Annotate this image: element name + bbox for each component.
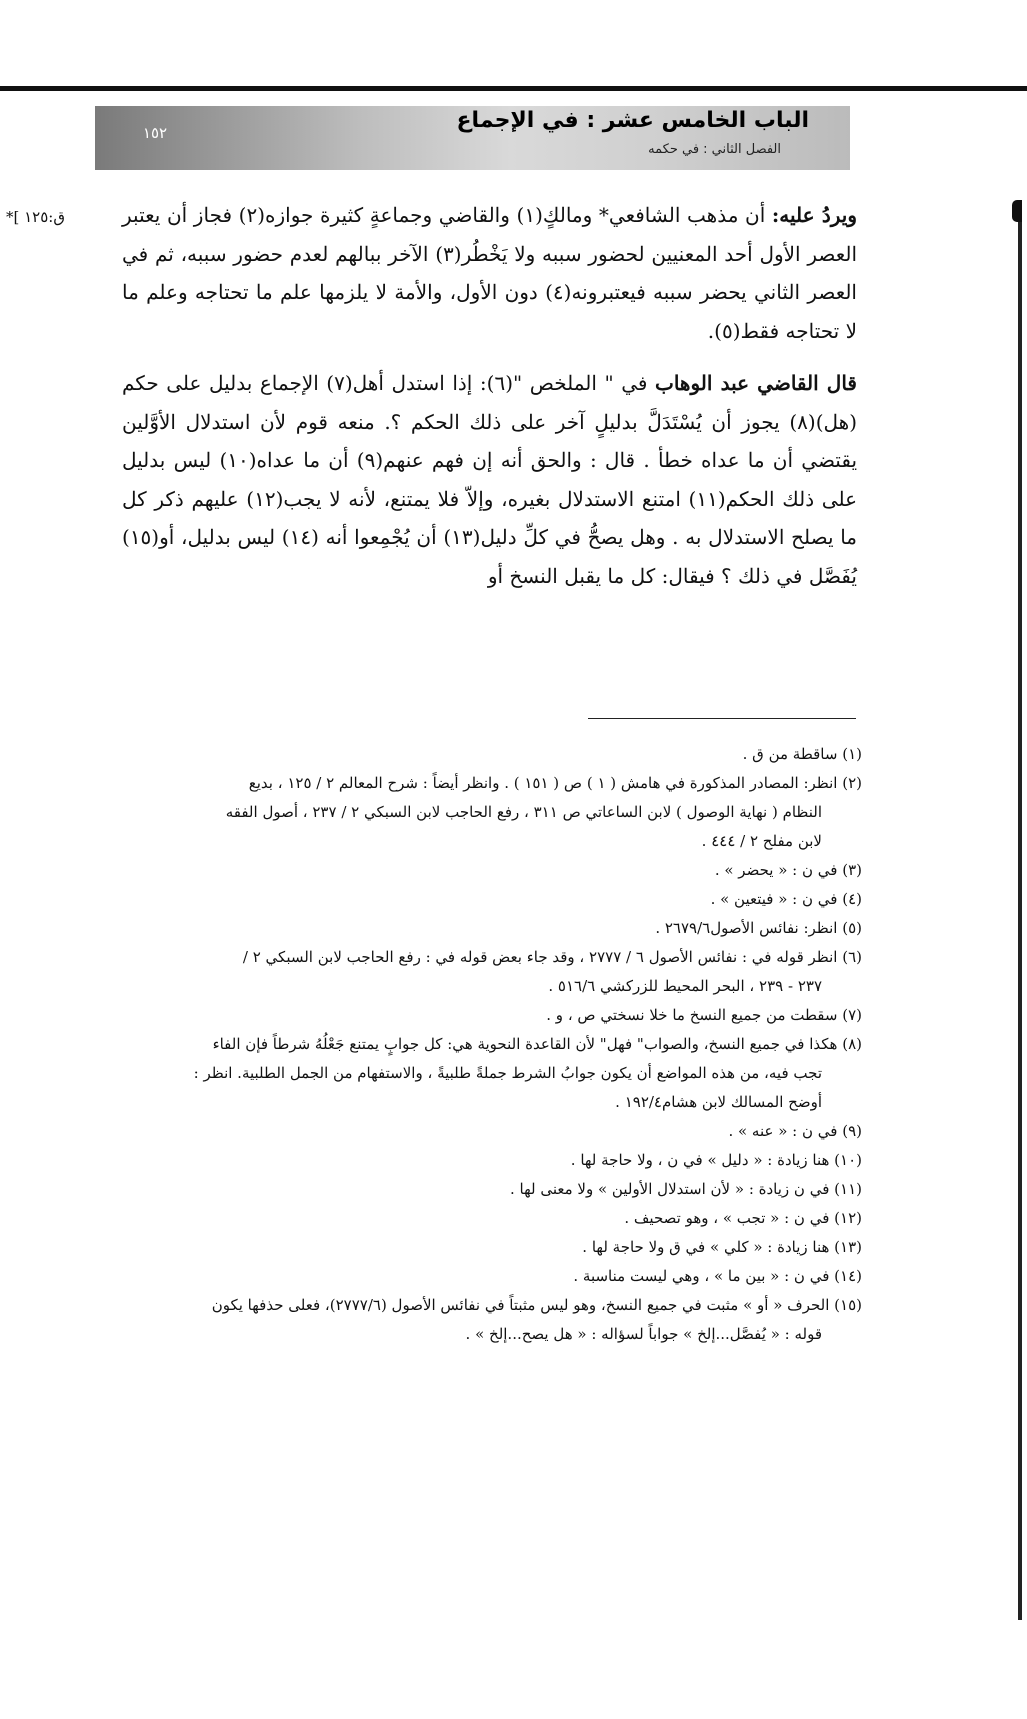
footnote-7: (٧) سقطت من جميع النسخ ما خلا نسختي ص ، و .: [546, 1006, 862, 1024]
footnote-14: (١٤) في ن : « بين ما » ، وهي ليست مناسبة .: [573, 1267, 862, 1285]
footnote-separator: [588, 718, 856, 719]
body-paragraph-1: [122, 196, 857, 350]
main-body-text: [122, 196, 857, 609]
footnote-10: (١٠) هنا زيادة : « دليل » في ن ، ولا حاجة لها .: [570, 1151, 862, 1169]
footnote-6: (٦) انظر قوله في : نفائس الأصول ٦ / ٢٧٧٧ ، وقد جاء بعض قوله في : رفع الحاجب لابن السبكي ٢ /: [242, 948, 862, 966]
footnote-15: (١٥) الحرف « أو » مثبت في جميع النسخ، وهو ليس مثبتاً في نفائس الأصول (٢٧٧٧/٦)، فعلى حذفها يكون: [211, 1296, 862, 1314]
chapter-title: الباب الخامس عشر : في الإجماع: [456, 108, 809, 133]
margin-manuscript-reference: *[ ق:١٢٥: [6, 208, 65, 226]
footnote-9: (٩) في ن : « عنه » .: [728, 1122, 862, 1140]
footnote-11: (١١) في ن زيادة : « لأن استدلال الأولين » ولا معنى لها .: [509, 1180, 862, 1198]
footnote-1: (١) ساقطة من ق .: [742, 745, 862, 763]
paragraph-lead: قال القاضي عبد الوهاب: [654, 371, 857, 395]
footnote-4: (٤) في ن : « فيتعين » .: [710, 890, 862, 908]
page-edge-cap: [1012, 200, 1022, 222]
body-paragraph-2: [122, 364, 857, 595]
footnote-8-continued: تجب فيه، من هذه المواضع أن يكون جوابُ الشرط جملةً طلبيةً ، والاستفهام من الجمل الطلبية. انظر :: [193, 1064, 822, 1082]
footnote-15-continued: قوله : « يُفصَّل...إلخ » جواباً لسؤاله : « هل يصح...إلخ » .: [465, 1325, 822, 1343]
paragraph-text: أن مذهب الشافعي* ومالكٍ(١) والقاضي وجماعةٍ كثيرة جوازه(٢) فجاز أن يعتبر العصر الأول أحد المعنيين لحضور سببه ولا يَخْطُر(٣) الآخر ببالهم لعدم حضور سببه، ثم في العصر الثاني يحضر سببه فيعتبرونه(٤) دون الأول، والأمة لا يلزمها علم ما تحتاجه وعلم ما لا تحتاجه فقط(٥).: [122, 203, 857, 343]
section-subtitle: الفصل الثاني : في حكمه: [648, 142, 781, 157]
footnote-2-continued: لابن مفلح ٢ / ٤٤٤ .: [701, 832, 822, 850]
footnote-8: (٨) هكذا في جميع النسخ، والصواب" فهل" لأن القاعدة النحوية هي: كل جوابٍ يمتنع جَعْلُهُ شرطاً فإن الفاء: [212, 1035, 862, 1053]
footnote-12: (١٢) في ن : « تجب » ، وهو تصحيف .: [624, 1209, 862, 1227]
paragraph-text: في " الملخص "(٦): إذا استدل أهل(٧) الإجماع بدليل على حكم (هل)(٨) يجوز أن يُسْتَدَلَّ بدليلٍ آخر على ذلك الحكم ؟. منعه قوم لأن استدلال الأوَّلين يقتضي أن ما عداه خطأ . قال : والحق أنه إن فهم عنهم(٩) أن ما عداه(١٠) ليس بدليل على ذلك الحكم(١١) امتنع الاستدلال بغيره، وإلاّ فلا يمتنع، لأنه لا يجب(١٢) عليهم ذكر كل ما يصلح الاستدلال به . وهل يصحُّ في كلِّ دليل(١٣) أن يُجْمِعوا أنه (١٤) ليس بدليل، أو(١٥) يُفَصَّل في ذلك ؟ فيقال: كل ما يقبل النسخ أو: [122, 371, 858, 588]
footnote-2: (٢) انظر: المصادر المذكورة في هامش ( ١ ) ص ( ١٥١ ) . وانظر أيضاً : شرح المعالم ٢ / ١٢٥ ، بديع: [248, 774, 862, 792]
footnotes-section: [122, 740, 862, 1349]
footnote-13: (١٣) هنا زيادة : « كلي » في ق ولا حاجة لها .: [582, 1238, 862, 1256]
footnote-2-continued: النظام ( نهاية الوصول ) لابن الساعاتي ص ٣١١ ، رفع الحاجب لابن السبكي ٢ / ٢٣٧ ، أصول الفقه: [225, 803, 822, 821]
footnote-3: (٣) في ن : « يحضر » .: [714, 861, 862, 879]
page-number: ١٥٢: [142, 124, 168, 142]
footnote-6-continued: ٢٣٧ - ٢٣٩ ، البحر المحيط للزركشي ٥١٦/٦ .: [548, 977, 822, 995]
paragraph-lead: ويردُ عليه:: [771, 203, 857, 227]
footnote-8-continued: أوضح المسالك لابن هشام١٩٢/٤ .: [615, 1093, 822, 1111]
top-rule: [0, 86, 1027, 91]
footnote-5: (٥) انظر: نفائس الأصول٢٦٧٩/٦ .: [655, 919, 862, 937]
page-edge-bar: [1018, 200, 1022, 1620]
